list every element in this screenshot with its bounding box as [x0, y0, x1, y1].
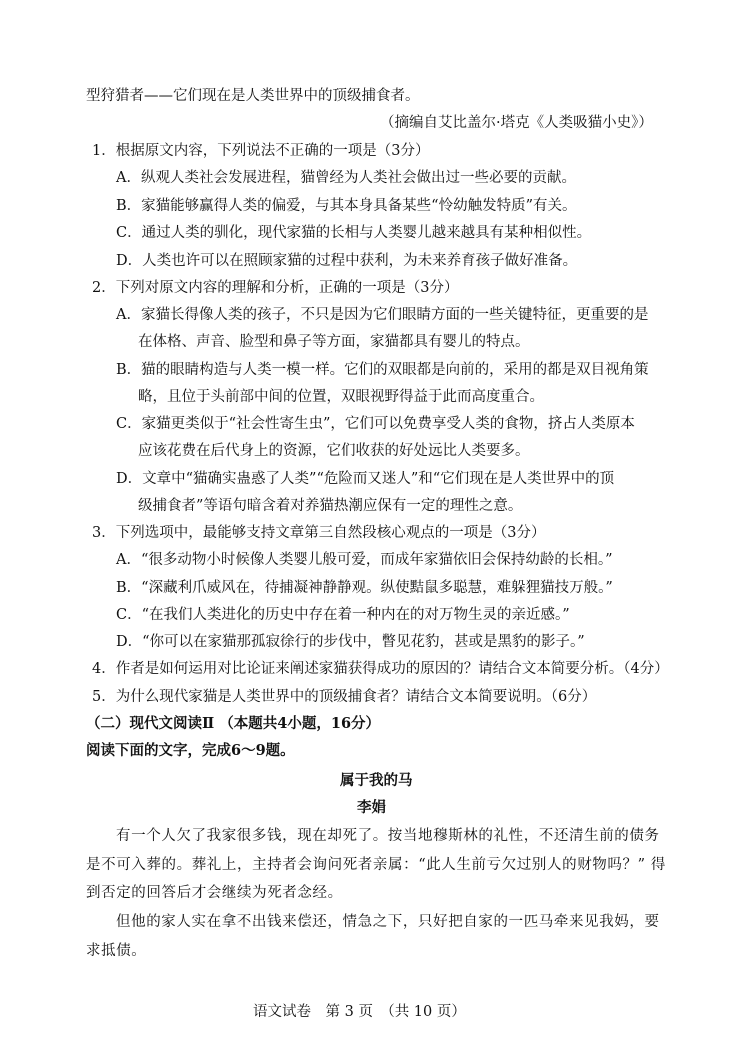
story-paragraph-2-line2: 求抵债。 [86, 943, 147, 959]
reading-instruction: 阅读下面的文字，完成6～9题。 [86, 742, 295, 759]
question-2-option-c-line1: C．家猫更类似于“社会性寄生虫”，它们可以免费享受人类的食物，挤占人类原本 [116, 416, 635, 432]
question-3-stem: 3．下列选项中，最能够支持文章第三自然段核心观点的一项是（3分） [92, 525, 546, 541]
question-1-option-b: B．家猫能够赢得人类的偏爱，与其本身具备某些“怜幼触发特质”有关。 [116, 198, 577, 214]
question-3-option-a: A．“很多动物小时候像人类婴儿般可爱，而成年家猫依旧会保持幼龄的长相。” [116, 552, 613, 568]
story-paragraph-2-line1: 但他的家人实在拿不出钱来偿还，情急之下，只好把自家的一匹马牵来见我妈，要 [116, 914, 660, 930]
question-1-option-a: A．纵观人类社会发展进程，猫曾经为人类社会做出过一些必要的贡献。 [116, 170, 576, 186]
question-3-option-b: B．“深藏利爪威风在，待捕凝神静静观。纵使黠鼠多聪慧，难躲狸猫技万般。” [116, 580, 613, 596]
story-paragraph-1-line1: 有一个人欠了我家很多钱，现在却死了。按当地穆斯林的礼性，不还清生前的债务 [116, 828, 660, 844]
question-2-option-a-line2: 在体格、声音、脸型和鼻子等方面，家猫都具有婴儿的特点。 [138, 334, 530, 350]
question-2-option-d-line2: 级捕食者”等语句暗含着对养猫热潮应保有一定的理性之意。 [138, 498, 523, 514]
question-2-option-a-line1: A．家猫长得像人类的孩子，不只是因为它们眼睛方面的一些关键特征，更重要的是 [116, 307, 649, 323]
question-1-option-c: C．通过人类的驯化，现代家猫的长相与人类婴儿越来越具有某种相似性。 [116, 225, 592, 241]
question-4: 4．作者是如何运用对比论证来阐述家猫获得成功的原因的？请结合文本简要分析。（4分） [92, 661, 669, 677]
question-1-stem: 1．根据原文内容，下列说法不正确的一项是（3分） [92, 143, 430, 159]
source-citation: （摘编自艾比盖尔·塔克《人类吸猫小史》） [380, 115, 653, 131]
story-title: 属于我的马 [340, 772, 413, 789]
story-paragraph-1-line2: 是不可入葬的。葬礼上，主持者会询问死者亲属：“此人生前亏欠过别人的财物吗？” 得 [86, 857, 666, 873]
intro-tail-text: 型狩猎者——它们现在是人类世界中的顶级捕食者。 [86, 88, 420, 104]
story-author: 李娟 [357, 799, 386, 816]
question-2-option-c-line2: 应该花费在后代身上的资源，它们收获的好处远比人类要多。 [138, 443, 530, 459]
question-5: 5．为什么现代家猫是人类世界中的顶级捕食者？请结合文本简要说明。（6分） [92, 689, 597, 705]
question-2-option-d-line1: D．文章中“猫确实蛊惑了人类”“危险而又迷人”和“它们现在是人类世界中的顶 [116, 471, 615, 487]
question-2-option-b-line1: B．猫的眼睛构造与人类一模一样。它们的双眼都是向前的，采用的都是双目视角策 [116, 362, 649, 378]
page-footer: 语文试卷 第 3 页 （共 10 页） [253, 1004, 466, 1020]
question-2-stem: 2．下列对原文内容的理解和分析，正确的一项是（3分） [92, 280, 459, 296]
section-heading: （二）现代文阅读Ⅱ （本题共4小题，16分） [86, 715, 381, 732]
question-1-option-d: D．人类也许可以在照顾家猫的过程中获利，为未来养育孩子做好准备。 [116, 253, 578, 269]
question-2-option-b-line2: 略，且位于头前部中间的位置，双眼视野得益于此而高度重合。 [138, 389, 544, 405]
question-3-option-c: C．“在我们人类进化的历史中存在着一种内在的对万物生灵的亲近感。” [116, 607, 570, 623]
question-3-option-d: D．“你可以在家猫那孤寂徐行的步伐中，瞥见花豹，甚或是黑豹的影子。” [116, 634, 585, 650]
story-paragraph-1-line3: 到否定的回答后才会继续为死者念经。 [86, 885, 343, 901]
